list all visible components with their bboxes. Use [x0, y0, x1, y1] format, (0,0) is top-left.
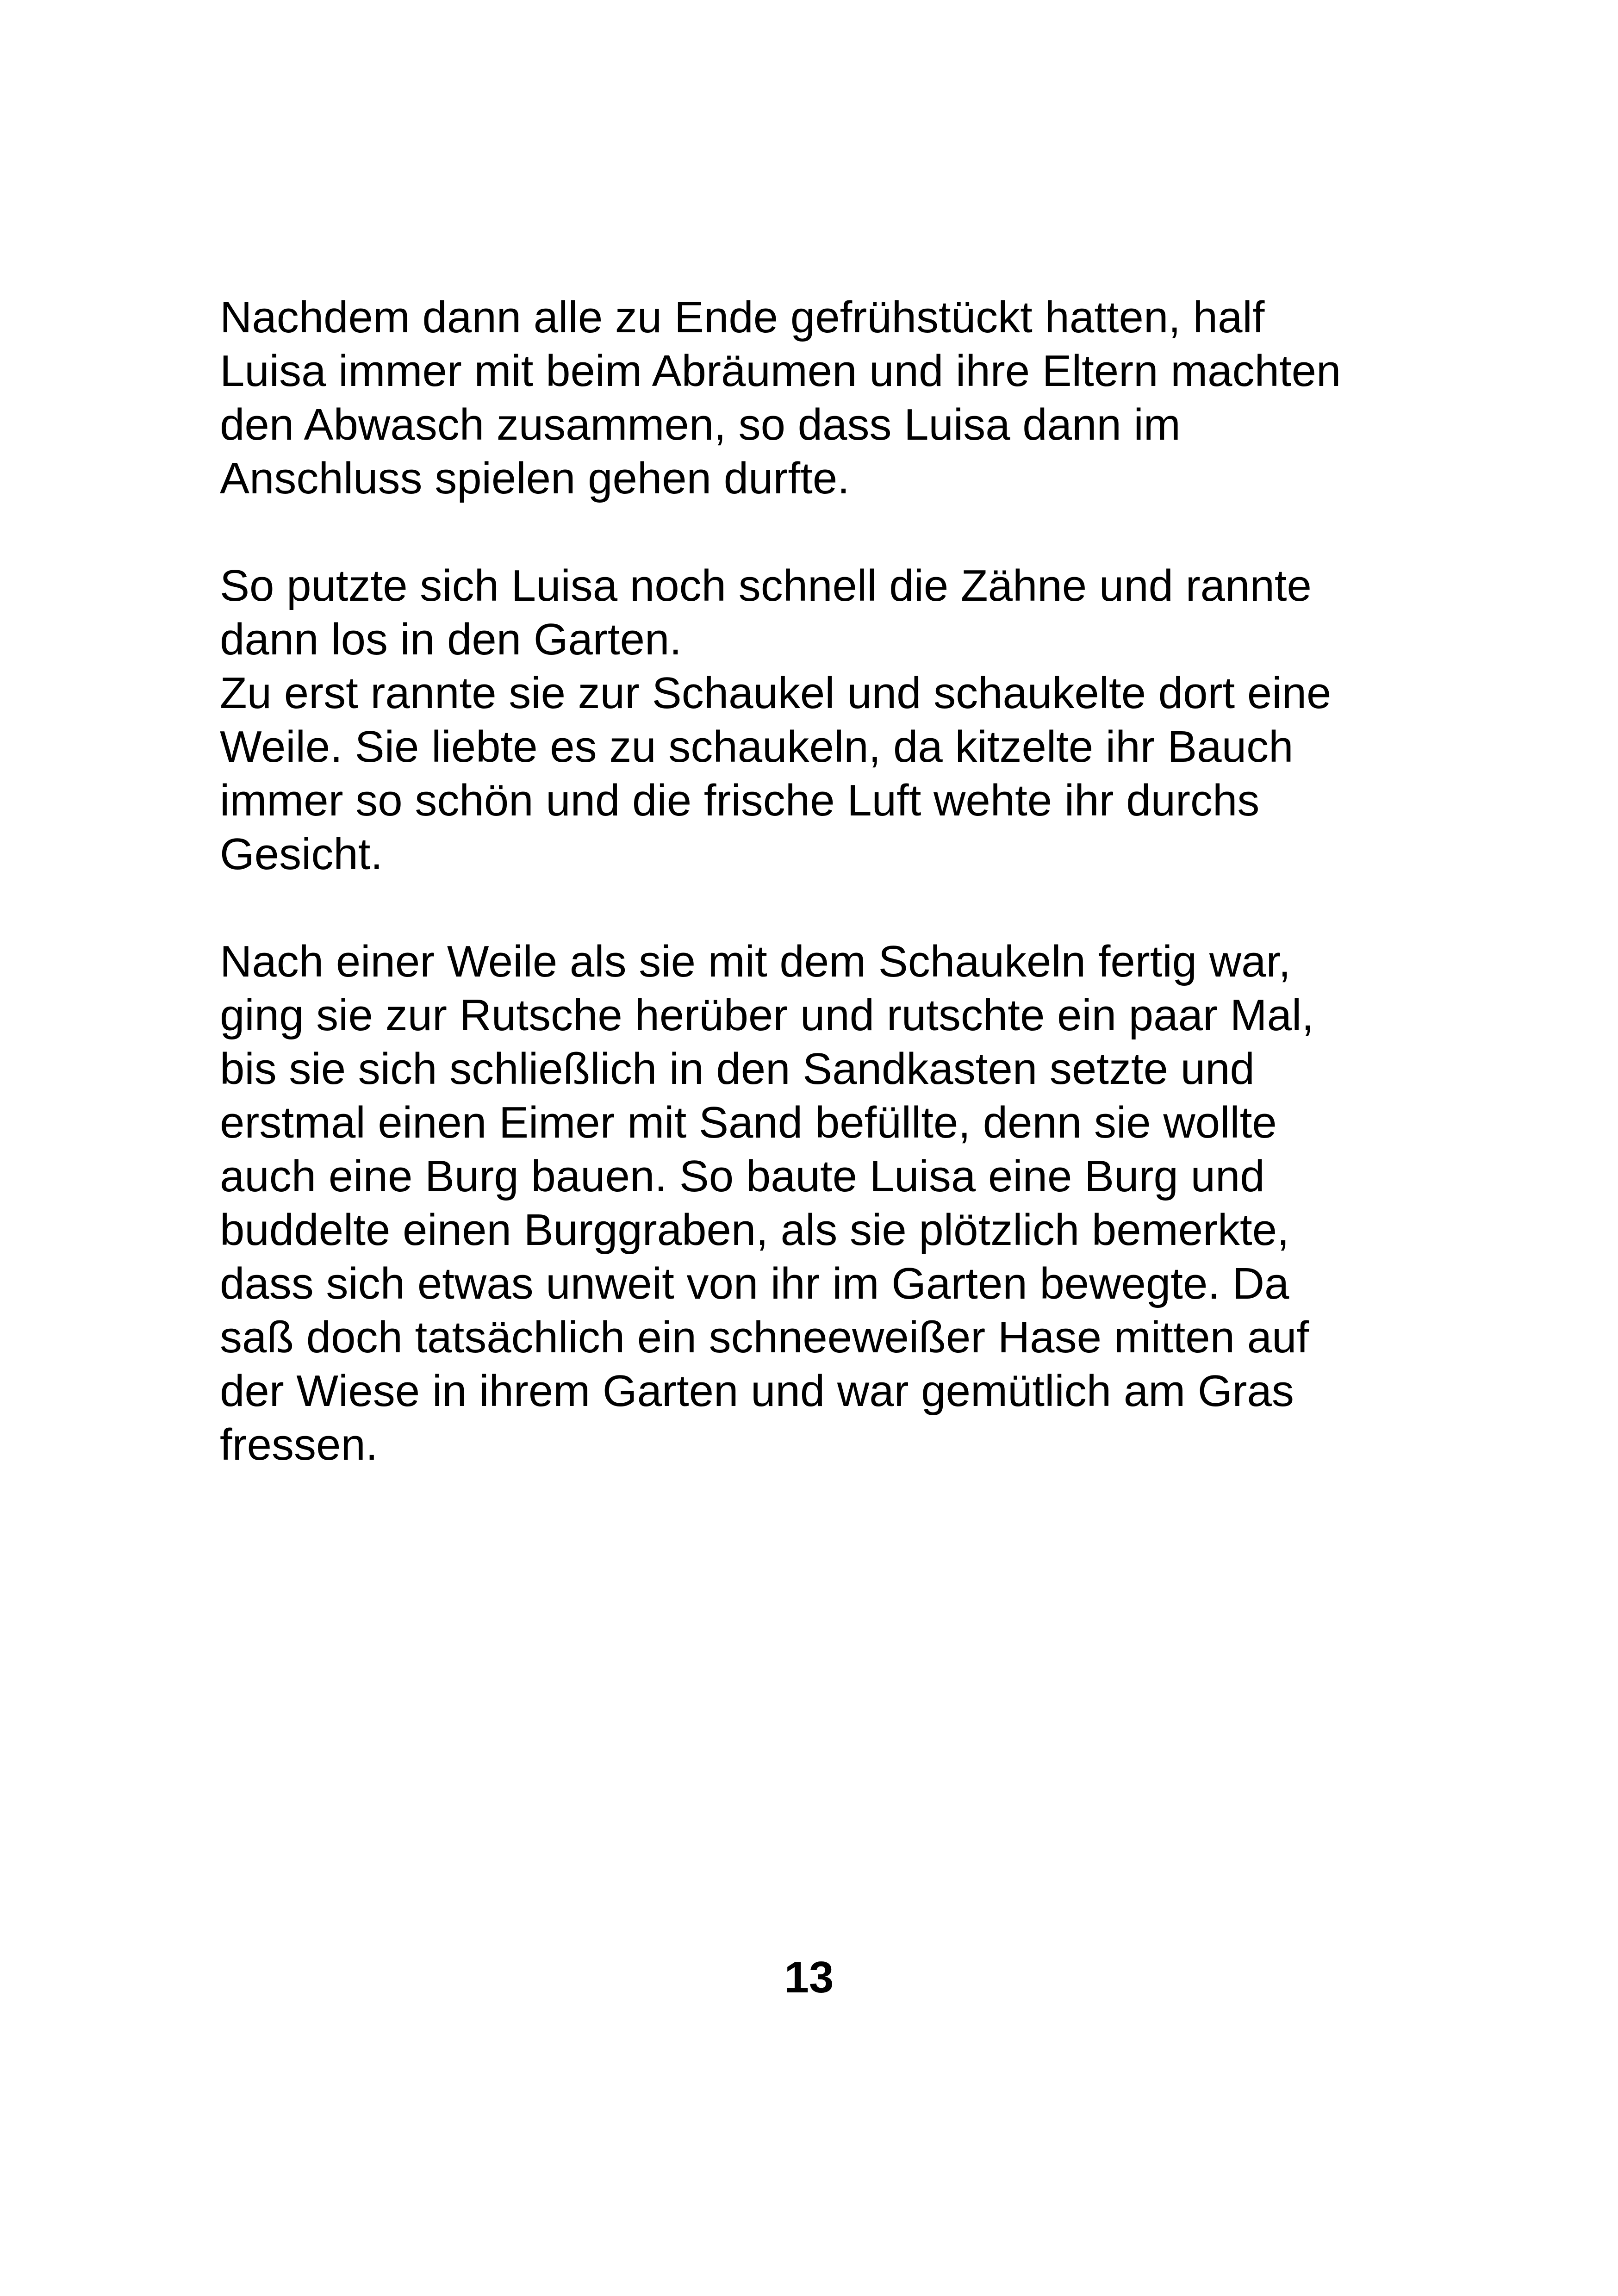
text-line: dann los in den Garten.	[220, 615, 682, 664]
text-line: Nachdem dann alle zu Ende gefrühstückt hatten, half	[220, 292, 1265, 342]
paragraph-spacer	[220, 505, 1446, 559]
story-text	[220, 291, 1446, 1472]
text-line: Gesicht.	[220, 829, 383, 879]
text-line: erstmal einen Eimer mit Sand befüllte, denn sie wollte	[220, 1098, 1277, 1147]
page-number: 13	[784, 1953, 834, 2002]
text-line: ging sie zur Rutsche herüber und rutschte ein paar Mal,	[220, 990, 1314, 1040]
text-line: Nach einer Weile als sie mit dem Schaukeln fertig war,	[220, 937, 1291, 986]
text-line: buddelte einen Burggraben, als sie plötzlich bemerkte,	[220, 1205, 1289, 1255]
text-line: So putzte sich Luisa noch schnell die Zähne und rannte	[220, 561, 1312, 610]
text-line: Zu erst rannte sie zur Schaukel und schaukelte dort eine	[220, 668, 1332, 718]
text-line: dass sich etwas unweit von ihr im Garten bewegte. Da	[220, 1259, 1289, 1308]
text-line: bis sie sich schließlich in den Sandkasten setzte und	[220, 1044, 1255, 1094]
text-line: immer so schön und die frische Luft wehte ihr durchs	[220, 776, 1260, 825]
paragraph-3	[220, 935, 1446, 1472]
paragraph-2	[220, 559, 1446, 881]
text-line: Luisa immer mit beim Abräumen und ihre Eltern machten	[220, 346, 1341, 396]
text-line: Anschluss spielen gehen durfte.	[220, 454, 850, 503]
paragraph-spacer	[220, 881, 1446, 935]
text-line: den Abwasch zusammen, so dass Luisa dann im	[220, 400, 1181, 449]
text-line: Weile. Sie liebte es zu schaukeln, da kitzelte ihr Bauch	[220, 722, 1294, 772]
text-line: der Wiese in ihrem Garten und war gemütlich am Gras	[220, 1366, 1294, 1416]
paragraph-1	[220, 291, 1446, 505]
text-line: auch eine Burg bauen. So baute Luisa eine Burg und	[220, 1151, 1265, 1201]
text-line: saß doch tatsächlich ein schneeweißer Hase mitten auf	[220, 1313, 1309, 1362]
text-line: fressen.	[220, 1420, 378, 1469]
